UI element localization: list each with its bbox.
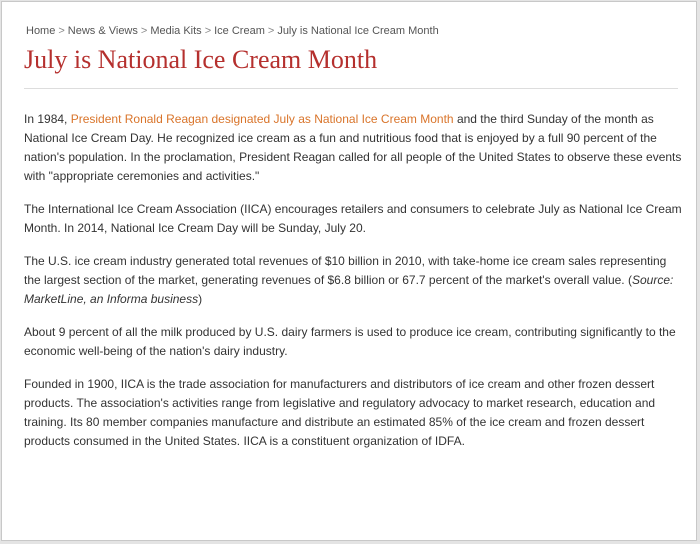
breadcrumb-item-ice-cream[interactable]: Ice Cream <box>214 25 265 37</box>
paragraph-5: Founded in 1900, IICA is the trade association for manufacturers and distributors of ice cream and other frozen dessert products. The association's activities range from legislative and regulatory advocacy to market research, education and training. Its 80 member companies manufacture and distribute an estimated 85% of the ice cream and frozen dessert products consumed in the United States. IICA is a constituent organization of IDFA. <box>24 377 656 448</box>
breadcrumb-item-news-views[interactable]: News & Views <box>67 25 138 37</box>
reagan-proclamation-link[interactable]: President Ronald Reagan designated July as National Ice Cream Month <box>70 112 454 126</box>
breadcrumb-current: July is National Ice Cream Month <box>277 25 439 37</box>
source-citation: Source: MarketLine, an Informa business <box>24 273 674 306</box>
title-divider <box>24 88 678 89</box>
page-title: July is National Ice Cream Month <box>24 45 378 74</box>
breadcrumb-separator: > <box>267 25 275 37</box>
breadcrumb-separator: > <box>140 25 148 37</box>
paragraph-3-close: ) <box>198 292 203 306</box>
article-body <box>24 110 684 465</box>
paragraph-1-lead: In 1984, <box>24 112 71 126</box>
breadcrumb <box>26 24 439 38</box>
paragraph-3-text: The U.S. ice cream industry generated total revenues of $10 billion in 2010, with take-home ice cream sales representing the largest section of the market, generating revenues of $6.8 billion or 67.7 percent of the market's overall value. ( <box>24 254 667 287</box>
paragraph-2: The International Ice Cream Association (IICA) encourages retailers and consumers to celebrate July as National Ice Cream Month. In 2014, National Ice Cream Day will be Sunday, July 20. <box>24 202 682 235</box>
breadcrumb-item-home[interactable]: Home <box>26 25 56 37</box>
paragraph-1-rest: and the third Sunday of the month as National Ice Cream Day. He recognized ice cream as a fun and nutritious food that is enjoyed by a full 90 percent of the nation's population. In the proclamation, President Reagan called for all people of the United States to observe these events with "appropriate ceremonies and activities." <box>24 112 682 183</box>
breadcrumb-separator: > <box>204 25 212 37</box>
paragraph-3 <box>24 252 684 309</box>
breadcrumb-separator: > <box>58 25 65 37</box>
content-panel <box>1 1 697 541</box>
breadcrumb-item-media-kits[interactable]: Media Kits <box>150 25 202 37</box>
paragraph-1 <box>24 110 684 186</box>
paragraph-4: About 9 percent of all the milk produced by U.S. dairy farmers is used to produce ice cream, contributing significantly to the economic well-being of the nation's dairy industry. <box>24 325 676 358</box>
